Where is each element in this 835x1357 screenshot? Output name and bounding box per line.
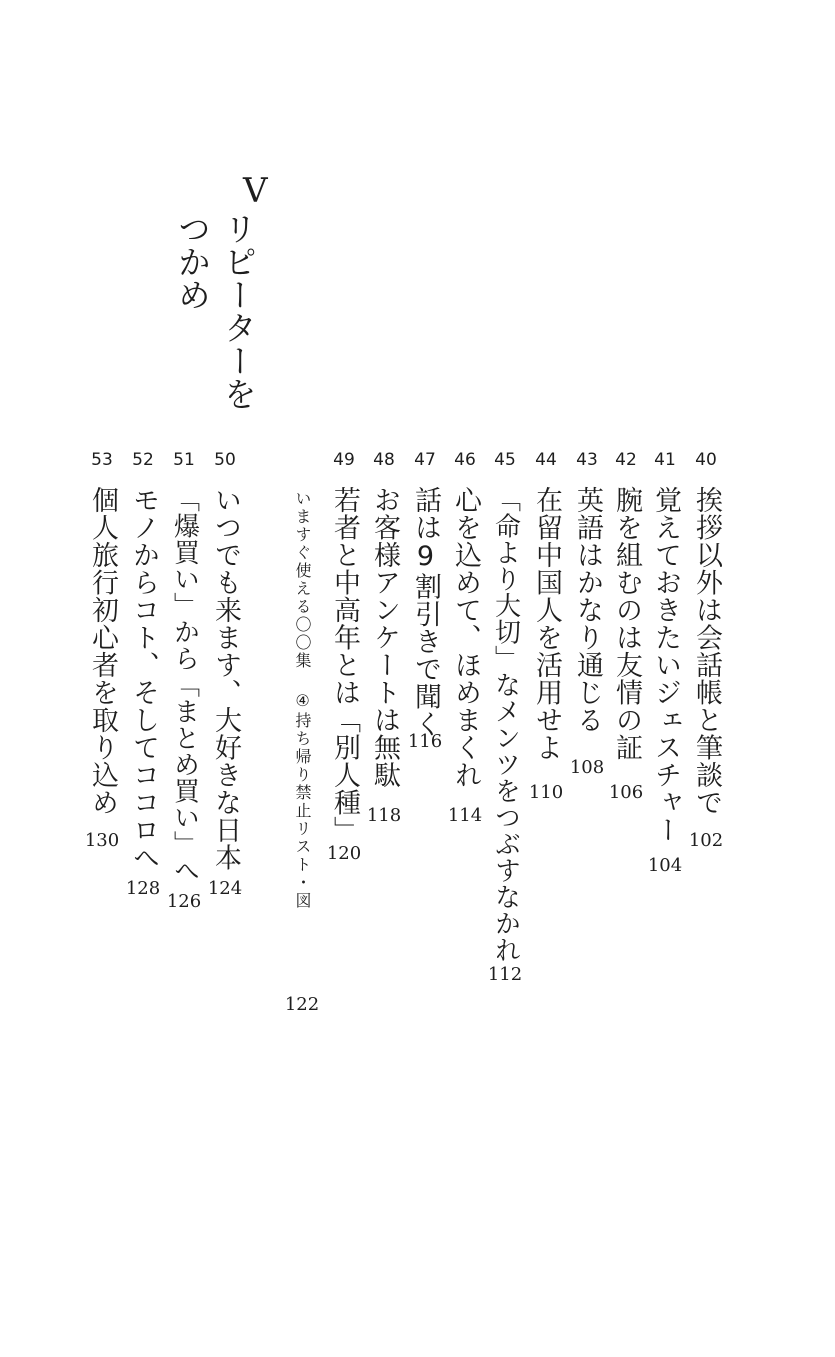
entry-page: 126 <box>166 891 202 912</box>
chapter-title-line-1: リピーターを <box>219 212 258 410</box>
entry-page: 112 <box>487 964 523 985</box>
entry-number: 43 <box>576 450 598 470</box>
entry-page: 128 <box>125 878 161 899</box>
entry-number: 42 <box>615 450 637 470</box>
entry-number: 41 <box>654 450 676 470</box>
entry-number: 49 <box>333 450 355 470</box>
entry-title[interactable]: 「命より大切」なメンツをつぶすなかれ <box>490 486 521 963</box>
entry-title[interactable]: 個人旅行初心者を取り込め <box>87 486 118 816</box>
entry-page: 106 <box>608 782 644 803</box>
entry-page: 114 <box>447 805 483 826</box>
entry-number: 50 <box>214 450 236 470</box>
entry-number: 45 <box>494 450 516 470</box>
entry-title[interactable]: お客様アンケートは無駄 <box>369 486 400 789</box>
entry-page: 130 <box>84 830 120 851</box>
entry-number: 46 <box>454 450 476 470</box>
entry-number: 48 <box>373 450 395 470</box>
entry-title[interactable]: モノからコト、そしてココロへ <box>128 486 159 871</box>
entry-title[interactable]: 覚えておきたいジェスチャー <box>650 486 681 844</box>
entry-number: 44 <box>535 450 557 470</box>
entry-title[interactable]: いつでも来ます、大好きな日本 <box>210 486 241 871</box>
entry-number: 40 <box>695 450 717 470</box>
entry-number: 53 <box>91 450 113 470</box>
entry-page: 104 <box>647 855 683 876</box>
entry-page: 122 <box>284 994 320 1015</box>
entry-title[interactable]: 心を込めて、ほめまくれ <box>450 486 481 789</box>
entry-title[interactable]: 英語はかなり通じる <box>572 486 603 734</box>
entry-number: 47 <box>414 450 436 470</box>
entry-title[interactable]: 在留中国人を活用せよ <box>531 486 562 761</box>
entry-number: 51 <box>173 450 195 470</box>
entry-page: 110 <box>528 782 564 803</box>
entry-page: 118 <box>366 805 402 826</box>
entry-page: 116 <box>407 731 443 752</box>
entry-title-column[interactable]: いますぐ使える〇〇集 ④持ち帰り禁止リスト・図 <box>293 490 312 910</box>
chapter-title-line-2: つかめ <box>173 212 212 311</box>
entry-title[interactable]: 話は9割引きで聞く <box>410 486 441 738</box>
entry-title[interactable]: 「爆買い」から「まとめ買い」へ <box>169 486 200 884</box>
entry-page: 102 <box>688 830 724 851</box>
entry-page: 120 <box>326 843 362 864</box>
entry-number: 52 <box>132 450 154 470</box>
entry-title[interactable]: 若者と中高年とは「別人種」 <box>329 486 360 844</box>
entry-page: 124 <box>207 878 243 899</box>
entry-title[interactable]: 腕を組むのは友情の証 <box>611 486 642 761</box>
entry-page: 108 <box>569 757 605 778</box>
chapter-number: V <box>243 171 268 211</box>
entry-title[interactable]: 挨拶以外は会話帳と筆談で <box>691 486 722 816</box>
